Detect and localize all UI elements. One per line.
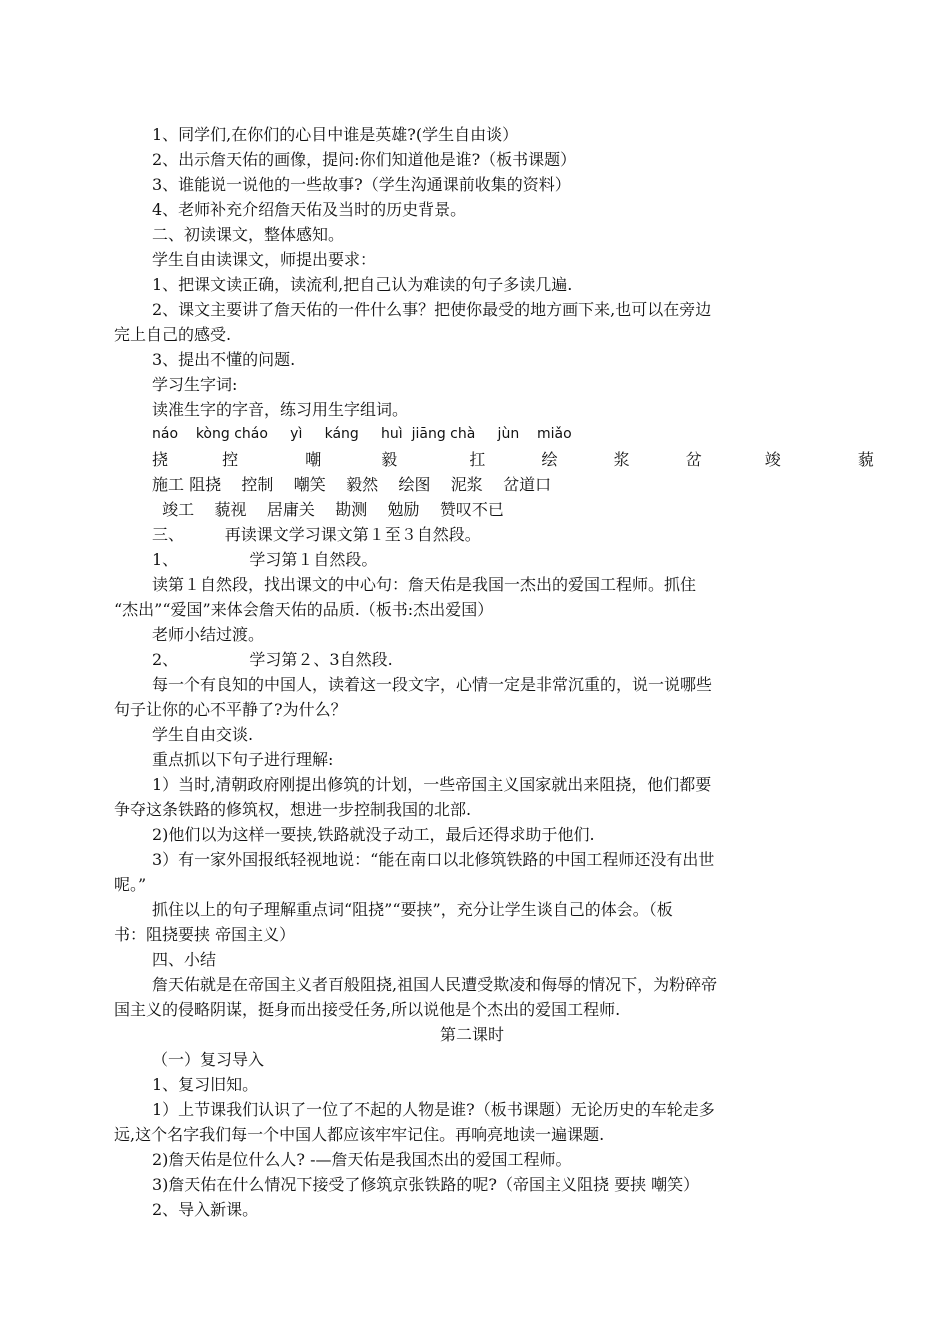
section-heading: （一）复习导入 — [152, 1050, 265, 1069]
document-page — [114, 122, 874, 1222]
character: 岔 — [685, 450, 702, 469]
text-line: 2、课文主要讲了詹天佑的一件什么事？把使你最受的地方画下来,也可以在旁边 — [152, 300, 712, 319]
character: 绘 — [541, 450, 558, 469]
character: 控 — [222, 450, 239, 469]
section-heading: 二、初读课文，整体感知。 — [152, 225, 345, 244]
text-line: 国主义的侵略阴谋，挺身而出接受任务,所以说他是个杰出的爱国工程师. — [114, 1000, 621, 1019]
text-line: 老师小结过渡。 — [152, 625, 265, 644]
pinyin-line: náo kòng cháo yì káng huì jiāng chà jùn miǎo — [152, 426, 572, 442]
text-line: 学习生字词: — [152, 375, 238, 394]
text-line: 3）有一家外国报纸轻视地说：“能在南口以北修筑铁路的中国工程师还没有出世 — [152, 850, 715, 869]
word-list: 竣工 藐视 居庸关 勘测 勉励 赞叹不已 — [152, 500, 504, 519]
text-line: “杰出”“爱国”来体会詹天佑的品质.（板书:杰出爱国） — [114, 600, 494, 619]
text-line: 抓住以上的句子理解重点词“阻挠”“要挟”，充分让学生谈自己的体会。（板 — [152, 900, 673, 919]
text-line: 4、老师补充介绍詹天佑及当时的历史背景。 — [152, 200, 467, 219]
section-heading: 四、小结 — [152, 950, 217, 969]
section-heading: 三、 再读课文学习课文第１至３自然段。 — [152, 525, 481, 544]
text-line: 呢。” — [114, 875, 147, 894]
text-line: 学生自由读课文，师提出要求： — [152, 250, 377, 269]
character: 浆 — [613, 450, 630, 469]
text-line: 读第１自然段，找出课文的中心句：詹天佑是我国一杰出的爱国工程师。抓住 — [152, 575, 697, 594]
text-line: 学生自由交谈. — [152, 725, 254, 744]
text-line: 3)詹天佑在什么情况下接受了修筑京张铁路的呢?（帝国主义阻挠 要挟 嘲笑） — [152, 1175, 700, 1194]
character: 嘲 — [305, 450, 322, 469]
character: 毅 — [381, 450, 398, 469]
text-line: 1、同学们,在你们的心目中谁是英雄?(学生自由谈） — [152, 125, 519, 144]
text-line: 争夺这条铁路的修筑权，想进一步控制我国的北部. — [114, 800, 472, 819]
character: 竣 — [764, 450, 781, 469]
character: 藐 — [857, 450, 874, 469]
text-line: 读准生字的字音，练习用生字组词。 — [152, 400, 409, 419]
text-line: 1、复习旧知。 — [152, 1075, 259, 1094]
text-line: 重点抓以下句子进行理解: — [152, 750, 334, 769]
text-line: 完上自己的感受. — [114, 325, 232, 344]
text-line: 1、把课文读正确，读流利,把自己认为难读的句子多读几遍. — [152, 275, 573, 294]
text-line: 3、谁能说一说他的一些故事?（学生沟通课前收集的资料） — [152, 175, 571, 194]
word-list: 施工 阻挠 控制 嘲笑 毅然 绘图 泥浆 岔道口 — [152, 475, 552, 494]
character-row — [114, 447, 874, 472]
text-line: 2、导入新课。 — [152, 1200, 259, 1219]
character: 扛 — [469, 450, 486, 469]
section-title: 第二课时 — [439, 1025, 504, 1044]
text-line: 1）当时,清朝政府刚提出修筑的计划，一些帝国主义国家就出来阻挠，他们都要 — [152, 775, 712, 794]
text-line: 詹天佑就是在帝国主义者百般阻挠,祖国人民遭受欺凌和侮辱的情况下，为粉碎帝 — [152, 975, 718, 994]
text-line: 2)詹天佑是位什么人? -—詹天佑是我国杰出的爱国工程师。 — [152, 1150, 572, 1169]
text-line: 2、 学习第２、3自然段. — [152, 650, 393, 669]
text-line: 2、出示詹天佑的画像，提问:你们知道他是谁?（板书课题） — [152, 150, 577, 169]
text-line: 远,这个名字我们每一个中国人都应该牢牢记住。再响亮地读一遍课题. — [114, 1125, 605, 1144]
text-line: 2)他们以为这样一要挟,铁路就没子动工，最后还得求助于他们. — [152, 825, 595, 844]
text-line: 3、提出不懂的问题. — [152, 350, 296, 369]
text-line: 每一个有良知的中国人，读着这一段文字，心情一定是非常沉重的，说一说哪些 — [152, 675, 713, 694]
text-line: 1、 学习第１自然段。 — [152, 550, 378, 569]
character: 挠 — [152, 450, 169, 469]
text-line: 书：阻挠要挟 帝国主义） — [114, 925, 296, 944]
text-line: 句子让你的心不平静了?为什么？ — [114, 700, 347, 719]
text-line: 1）上节课我们认识了一位了不起的人物是谁?（板书课题）无论历史的车轮走多 — [152, 1100, 715, 1119]
